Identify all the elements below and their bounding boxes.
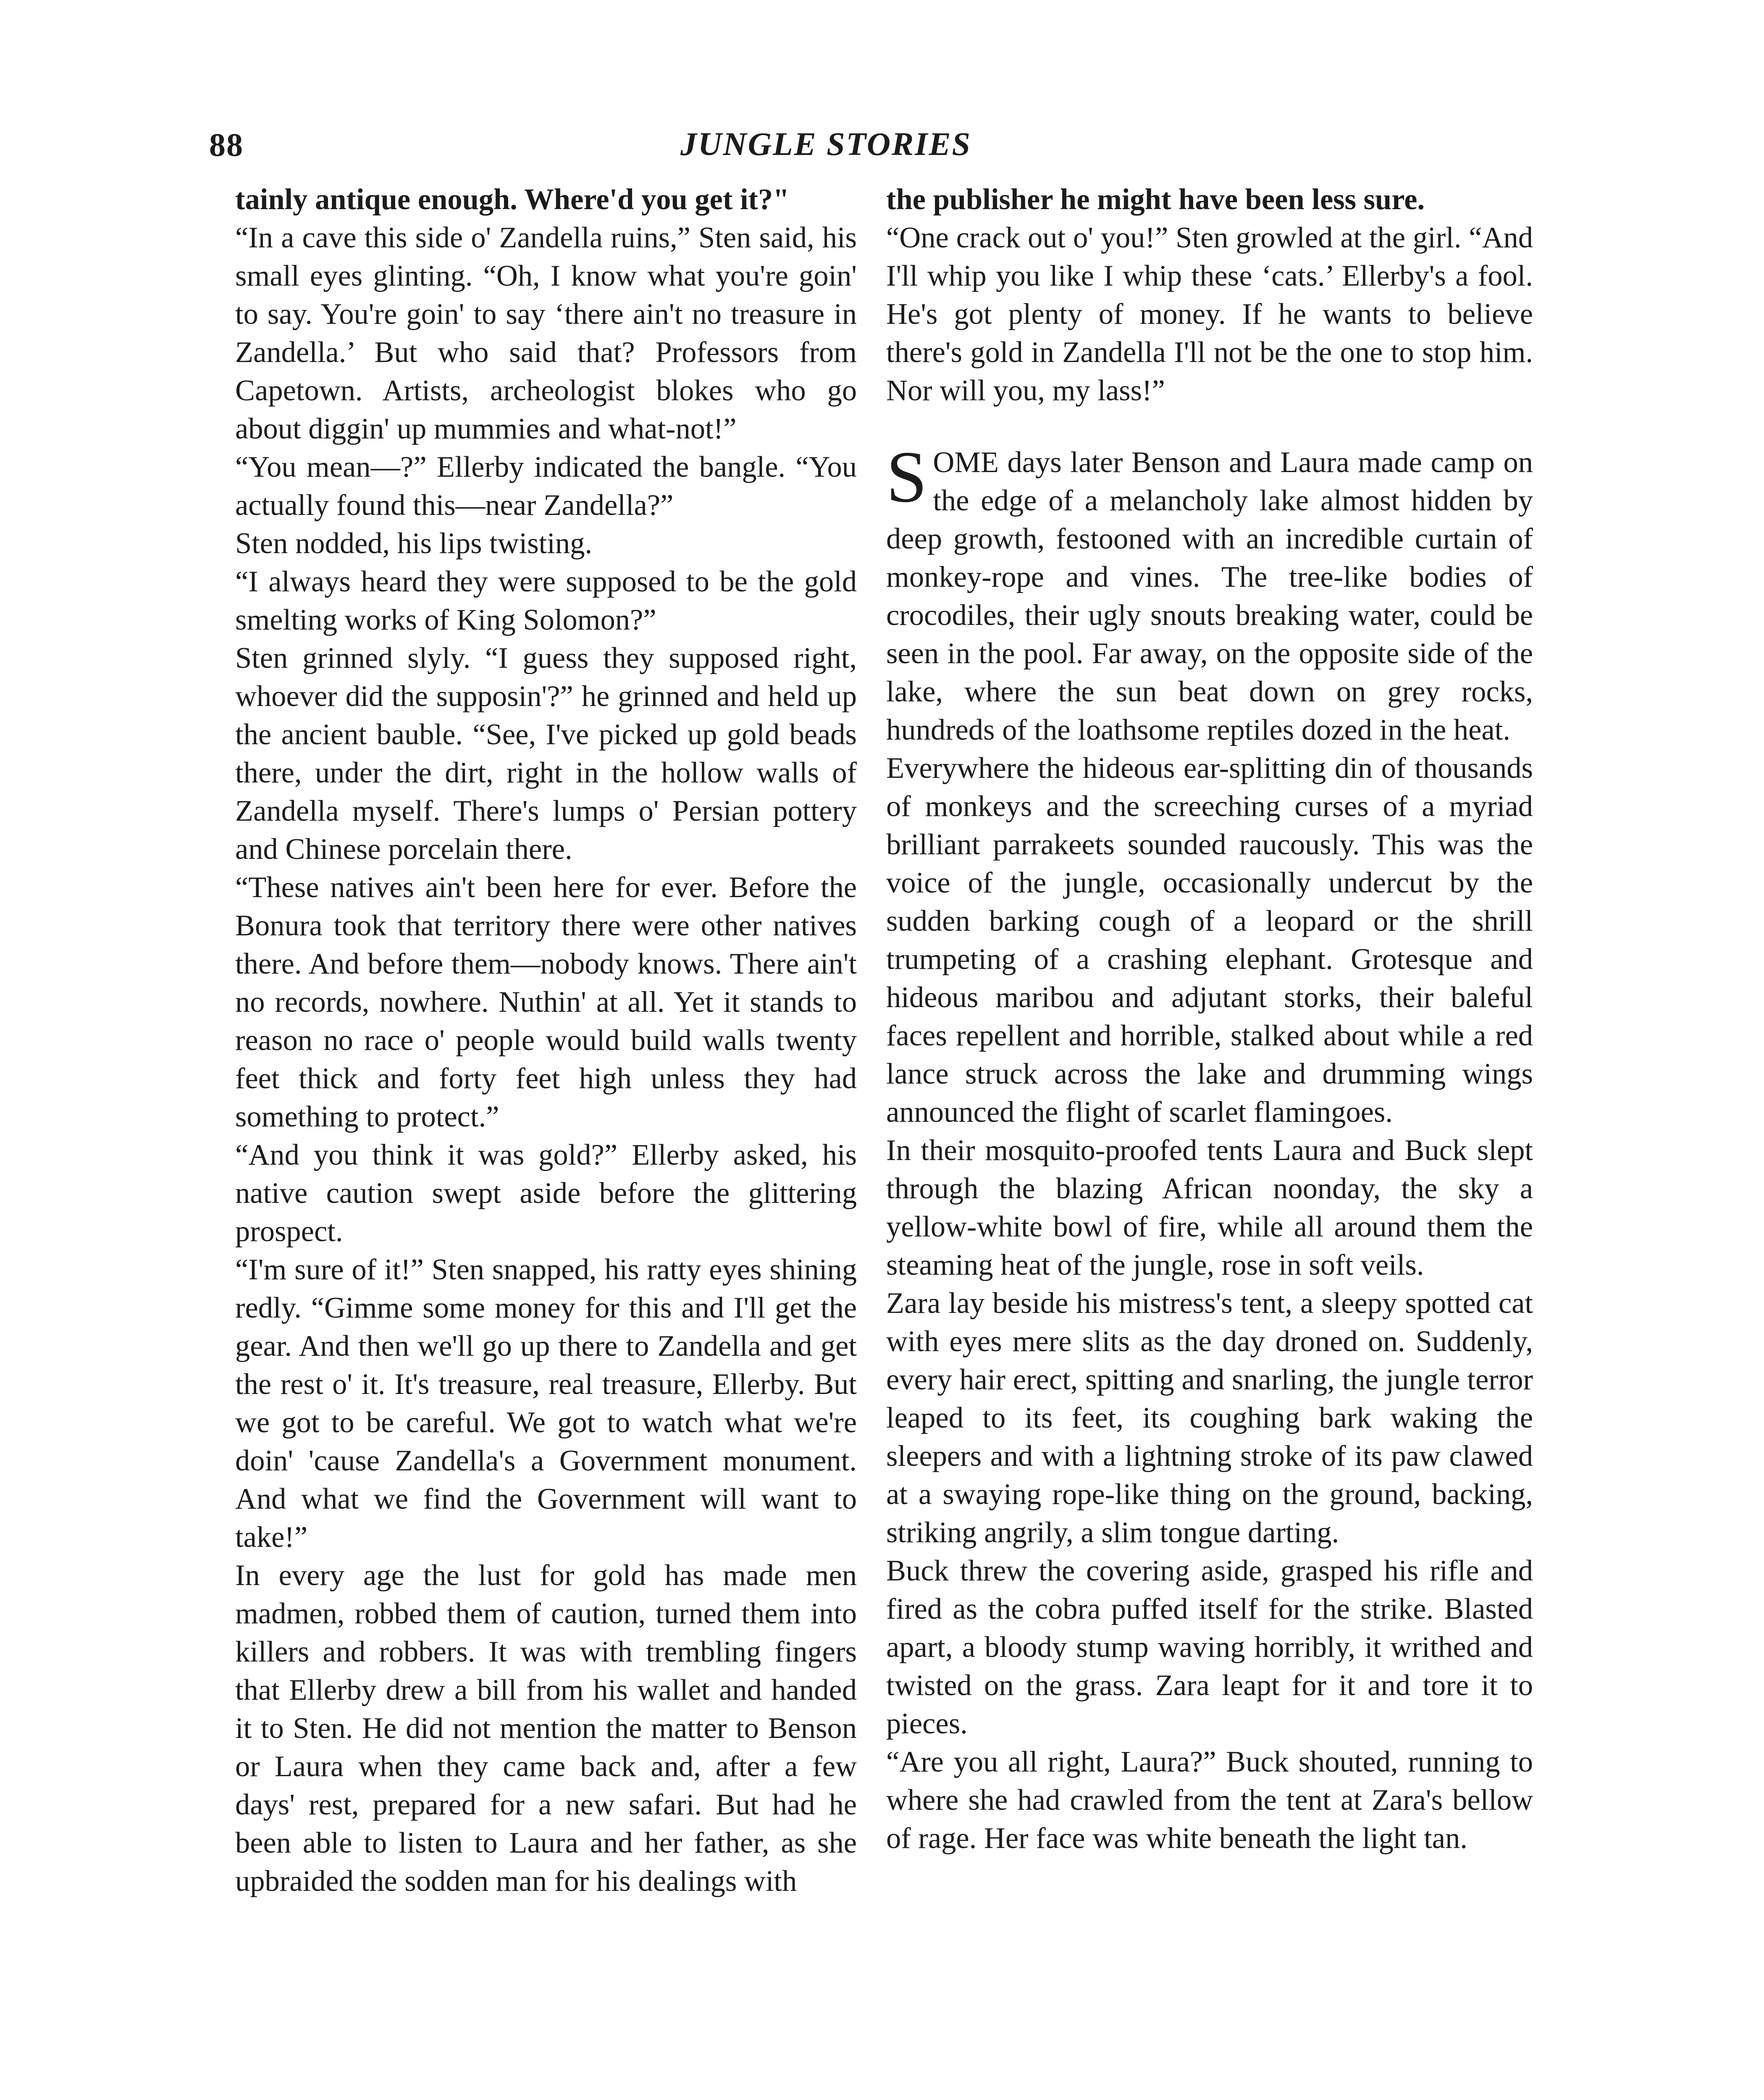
paragraph: “And you think it was gold?” Ellerby asked, his native caution swept aside before the glittering prospect. [235,1139,857,1248]
paragraph: “You mean—?” Ellerby indicated the bangle. “You actually found this—near Zandella?” [235,451,857,522]
paragraph: Zara lay beside his mistress's tent, a sleepy spotted cat with eyes mere slits as the day droned on. Suddenly, every hair erect, spitting and snarling, the jungle terror leaped to its feet, its coughing bark waking the sleepers and with a lightning stroke of its paw clawed at a swaying rope-like thing on the ground, backing, striking angrily, a slim tongue darting. [886,1287,1533,1549]
paragraph: the publisher he might have been less sure. [886,183,1425,216]
paragraph: “Are you all right, Laura?” Buck shouted, running to where she had crawled from the tent at Zara's bellow of rage. Her face was white beneath the light tan. [886,1746,1533,1855]
paragraph: “These natives ain't been here for ever. Before the Bonura took that territory there were other natives there. And before them—nobody knows. There ain't no records, nowhere. Nuthin' at all. Yet it stands to reason no race o' people would build walls twenty feet thick and forty feet high unless they had something to protect.” [235,871,857,1133]
paragraph: Buck threw the covering aside, grasped his rifle and fired as the cobra puffed itself for the strike. Blasted apart, a bloody stump waving horribly, it writhed and twisted on the grass. Zara leapt for it and tore it to pieces. [886,1554,1533,1740]
paragraph: “I'm sure of it!” Sten snapped, his ratty eyes shining redly. “Gimme some money for this and I'll get the gear. And then we'll go up there to Zandella and get the rest o' it. It's treasure, real treasure, Ellerby. But we got to be careful. We got to watch what we're doin' 'cause Zandella's a Government monument. And what we find the Government will want to take!” [235,1253,857,1554]
paragraph: Sten grinned slyly. “I guess they supposed right, whoever did the supposin'?” he grinned and held up the ancient bauble. “See, I've picked up gold beads there, under the dirt, right in the hollow walls of Zandella myself. There's lumps o' Persian pottery and Chinese porcelain there. [235,642,857,866]
paragraph: “One crack out o' you!” Sten growled at the girl. “And I'll whip you like I whip these ‘cats.’ Ellerby's a fool. He's got plenty of money. If he wants to believe there's gold in Zandella I'll not be the one to stop him. Nor will you, my lass!” [886,221,1533,407]
running-title: JUNGLE STORIES [680,126,971,162]
left-column [235,181,857,1900]
right-column [886,181,1533,1858]
drop-cap: S [886,436,927,517]
dropcap-paragraph-text: OME days later Benson and Laura made camp on the edge of a melancholy lake almost hidden by deep growth, festooned with an incredible curtain of monkey-rope and vines. The tree-like bodies of crocodiles, their ugly snouts breaking water, could be seen in the pool. Far away, on the opposite side of the lake, where the sun beat down on grey rocks, hundreds of the loathsome reptiles dozed in the heat. [886,446,1533,746]
paragraph: tainly antique enough. Where'd you get it?" [235,183,790,216]
dropcap-paragraph [886,436,1533,749]
paragraph: “I always heard they were supposed to be the gold smelting works of King Solomon?” [235,565,857,636]
paragraph: In every age the lust for gold has made men madmen, robbed them of caution, turned them into killers and robbers. It was with trembling fingers that Ellerby drew a bill from his wallet and handed it to Sten. He did not mention the matter to Benson or Laura when they came back and, after a few days' rest, prepared for a new safari. But had he been able to listen to Laura and her father, as she upbraided the sodden man for his dealings with [235,1559,857,1898]
section-break [886,410,1533,444]
paragraph: Everywhere the hideous ear-splitting din of thousands of monkeys and the screeching curses of a myriad brilliant parrakeets sounded raucously. This was the voice of the jungle, occasionally undercut by the sudden barking cough of a leopard or the shrill trumpeting of a crashing elephant. Grotesque and hideous maribou and adjutant storks, their baleful faces repellent and horrible, stalked about while a red lance struck across the lake and drumming wings announced the flight of scarlet flamingoes. [886,752,1533,1129]
page-number: 88 [209,126,244,163]
paragraph: Sten nodded, his lips twisting. [235,527,592,560]
paragraph: “In a cave this side o' Zandella ruins,” Sten said, his small eyes glinting. “Oh, I know what you're goin' to say. You're goin' to say ‘there ain't no treasure in Zandella.’ But who said that? Professors from Capetown. Artists, archeologist blokes who go about diggin' up mummies and what-not!” [235,221,857,445]
paragraph: In their mosquito-proofed tents Laura and Buck slept through the blazing African noonday, the sky a yellow-white bowl of fire, while all around them the steaming heat of the jungle, rose in soft veils. [886,1134,1533,1281]
